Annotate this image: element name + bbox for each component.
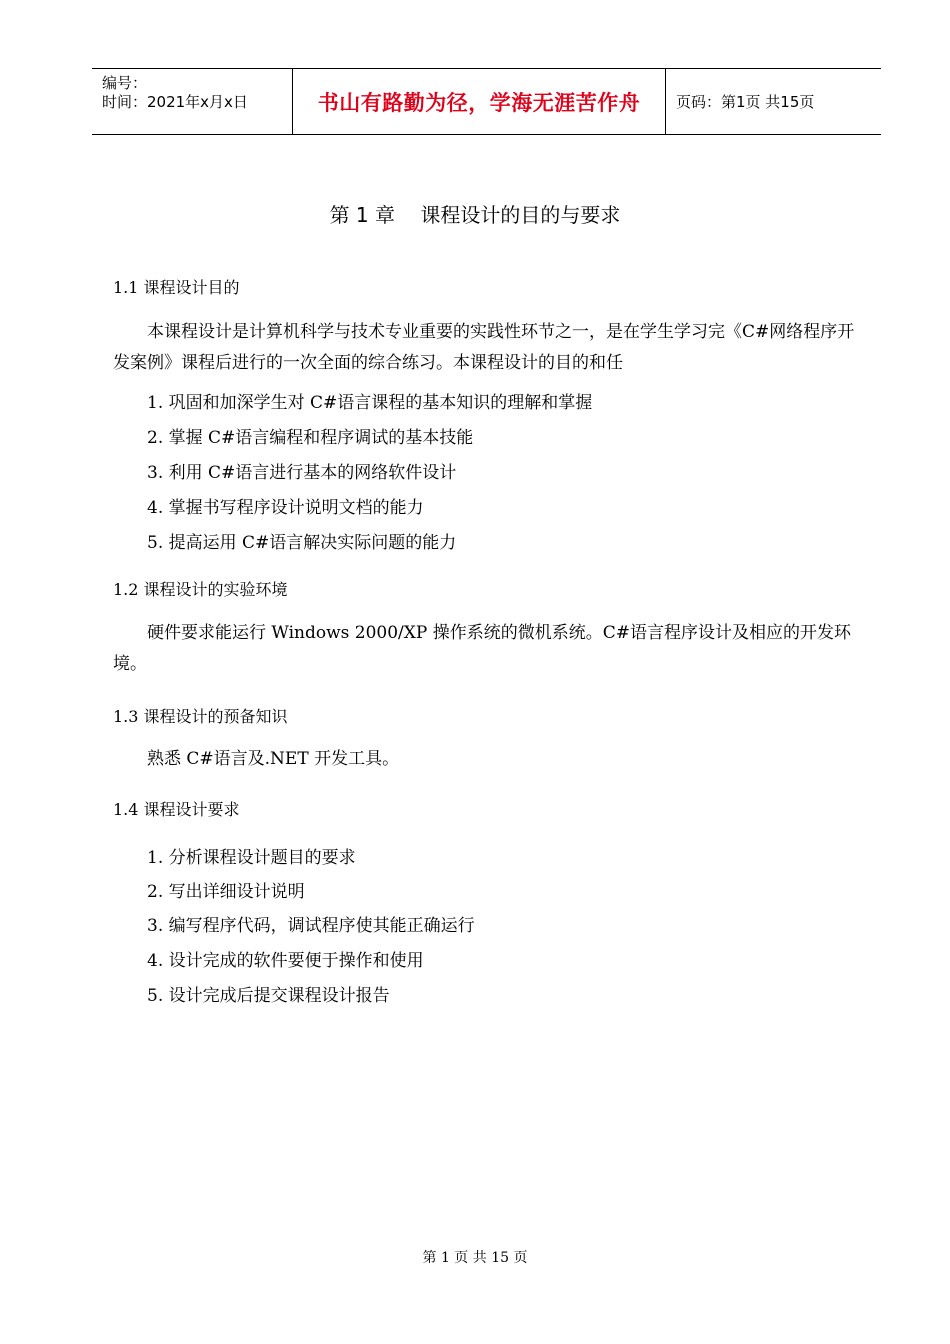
section-heading: 1.2 课程设计的实验环境 [113, 580, 288, 599]
paragraph-text: 本课程设计是计算机科学与技术专业重要的实践性环节之一，是在学生学习完《C#网络程序开发案例》课程后进行的一次全面的综合练习。本课程设计的目的和任 [113, 322, 855, 373]
page-label: 页码：第1页 共15页 [676, 93, 815, 111]
section-heading: 1.4 课程设计要求 [113, 800, 240, 819]
paragraph-text: 硬件要求能运行 Windows 2000/XP 操作系统的微机系统。C#语言程序设计及相应的开发环境。 [113, 623, 851, 674]
list-item: 3. 利用 C#语言进行基本的网络软件设计 [147, 463, 457, 483]
document-header [92, 68, 881, 135]
list-item: 4. 掌握书写程序设计说明文档的能力 [147, 498, 424, 518]
list-item: 2. 写出详细设计说明 [147, 882, 305, 902]
time-label: 时间：2021年x月x日 [102, 93, 248, 111]
section-paragraph [113, 317, 863, 379]
list-item: 5. 提高运用 C#语言解决实际问题的能力 [147, 533, 457, 553]
section-heading: 1.1 课程设计目的 [113, 278, 240, 297]
header-motto-cell [293, 69, 666, 134]
list-item: 3. 编写程序代码，调试程序使其能正确运行 [147, 916, 475, 936]
list-item: 4. 设计完成的软件要便于操作和使用 [147, 951, 424, 971]
list-item: 1. 巩固和加深学生对 C#语言课程的基本知识的理解和掌握 [147, 393, 593, 413]
section-heading: 1.3 课程设计的预备知识 [113, 707, 288, 726]
list-item: 5. 设计完成后提交课程设计报告 [147, 986, 390, 1006]
section-paragraph [113, 618, 863, 680]
page-footer: 第 1 页 共 15 页 [422, 1250, 528, 1266]
chapter-title: 第 1 章 课程设计的目的与要求 [329, 203, 621, 227]
motto-text: 书山有路勤为径，学海无涯苦作舟 [317, 90, 641, 115]
number-label: 编号： [102, 74, 148, 92]
header-page-cell [666, 69, 881, 134]
paragraph-text: 熟悉 C#语言及.NET 开发工具。 [147, 749, 400, 769]
list-item: 2. 掌握 C#语言编程和程序调试的基本技能 [147, 428, 474, 448]
list-item: 1. 分析课程设计题目的要求 [147, 848, 356, 868]
header-meta-cell [92, 69, 293, 134]
section-paragraph [113, 744, 863, 775]
